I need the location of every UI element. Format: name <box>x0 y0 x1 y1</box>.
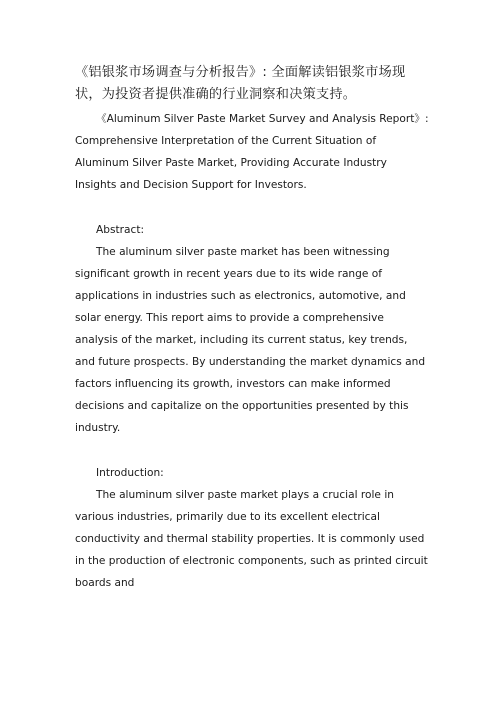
english-title: 《Aluminum Silver Paste Market Survey and Analysis Report》: Comprehensive Interpretation of the Current Situation of Aluminum Silver Paste Market, Providing Accurate Industry Insights and Decision Support for Investors. <box>75 113 429 191</box>
introduction-paragraph: The aluminum silver paste market plays a crucial role in various industries, primarily due to its excellent electrical conductivity and thermal stability properties. It is commonly used in the production of electronic components, such as printed circuit boards and <box>75 489 428 589</box>
abstract-heading: Abstract: <box>96 224 145 236</box>
document-body <box>75 62 430 594</box>
abstract-paragraph: The aluminum silver paste market has been witnessing significant growth in recent years due to its wide range of applications in industries such as electronics, automotive, and solar energy. This report aims to provide a comprehensive analysis of the market, including its current status, key trends, and future prospects. By understanding the market dynamics and factors influencing its growth, investors can make informed decisions and capitalize on the opportunities presented by this industry. <box>75 246 426 434</box>
chinese-title: 《铝银浆市场调查与分析报告》: 全面解读铝银浆市场现状，为投资者提供准确的行业洞察和决策支持。 <box>75 65 406 102</box>
paragraph-spacer <box>75 439 430 462</box>
introduction-heading: Introduction: <box>96 467 164 479</box>
paragraph-spacer <box>75 196 430 219</box>
